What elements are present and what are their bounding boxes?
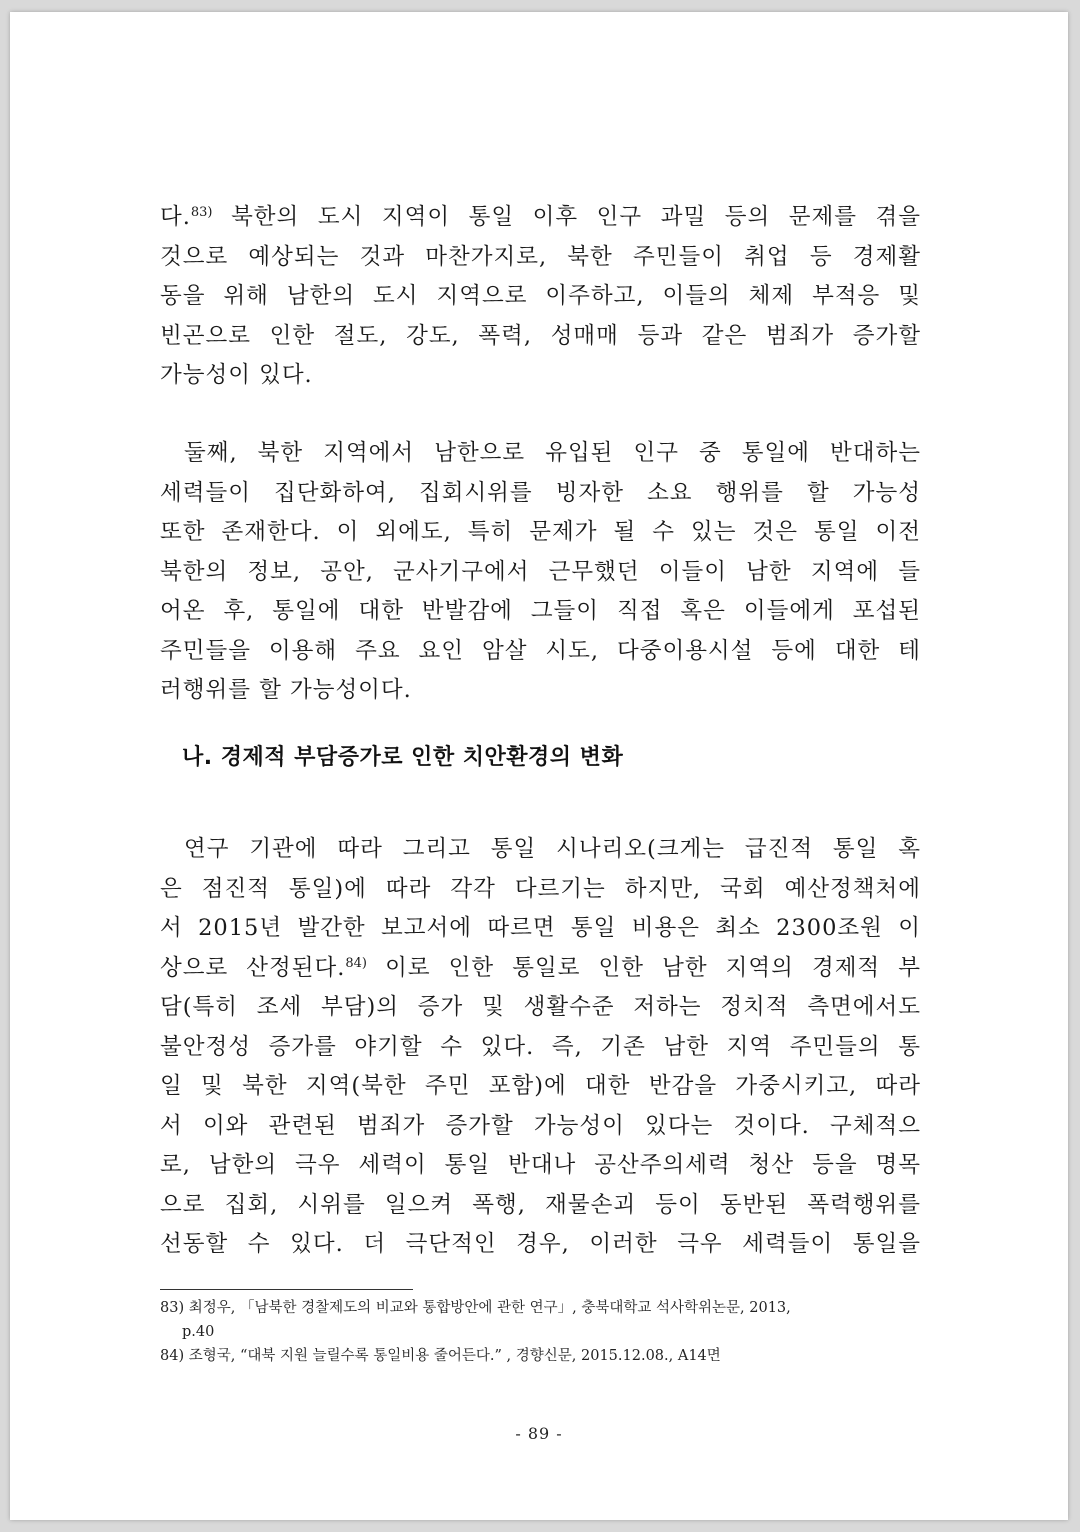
paragraph-line: 서 2015년 발간한 보고서에 따르면 통일 비용은 최소 2300조원 이 bbox=[160, 915, 921, 941]
paragraph-line: 둘째, 북한 지역에서 남한으로 유입된 인구 중 통일에 반대하는 bbox=[184, 440, 921, 466]
paragraph-line: 불안정성 증가를 야기할 수 있다. 즉, 기존 남한 지역 주민들의 통 bbox=[160, 1033, 921, 1060]
paragraph-line: 주민들을 이용해 주요 요인 암살 시도, 다중이용시설 등에 대한 테 bbox=[160, 637, 921, 664]
paragraph-line: 선동할 수 있다. 더 극단적인 경우, 이러한 극우 세력들이 통일을 bbox=[160, 1231, 921, 1257]
paragraph-line: 러행위를 할 가능성이다. bbox=[160, 677, 412, 703]
paragraph-1 bbox=[160, 198, 921, 396]
paragraph-line: 것으로 예상되는 것과 마찬가지로, 북한 주민들이 취업 등 경제활 bbox=[160, 243, 921, 270]
paragraph-2 bbox=[160, 434, 921, 711]
footnote-ref-84[interactable]: 84) bbox=[345, 955, 368, 971]
paragraph-line: 로, 남한의 극우 세력이 통일 반대나 공산주의세력 청산 등을 명목 bbox=[160, 1152, 921, 1178]
paragraph-line: 일 및 북한 지역(북한 주민 포함)에 대한 반감을 가중시키고, 따라 bbox=[160, 1073, 921, 1099]
footnote-83: 83) 최정우, 「남북한 경찰제도의 비교와 통합방안에 관한 연구」, 충북대학교 석사학위논문, 2013, bbox=[160, 1300, 791, 1316]
paragraph-line: 또한 존재한다. 이 외에도, 특히 문제가 될 수 있는 것은 통일 이전 bbox=[160, 519, 921, 545]
footnote-separator bbox=[160, 1289, 413, 1290]
paragraph-3 bbox=[160, 830, 921, 1265]
footnote-ref-83[interactable]: 83) bbox=[190, 205, 213, 220]
document-page bbox=[10, 12, 1068, 1520]
footnotes bbox=[160, 1296, 921, 1368]
paragraph-line: 가능성이 있다. bbox=[160, 362, 313, 388]
paragraph-line: 북한의 정보, 공안, 군사기구에서 근무했던 이들이 남한 지역에 들 bbox=[160, 558, 921, 585]
paragraph-line: 은 점진적 통일)에 따라 각각 다르기는 하지만, 국회 예산정책처에 bbox=[160, 875, 921, 902]
paragraph-line: 상으로 산정된다.$^{84)}$ 이로 인한 통일로 인한 남한 지역의 경제적 부 bbox=[160, 954, 921, 981]
footnote-83-continuation: p.40 bbox=[182, 1324, 215, 1340]
paragraph-line: 세력들이 집단화하여, 집회시위를 빙자한 소요 행위를 할 가능성 bbox=[160, 479, 921, 506]
paragraph-line: 다.$^{83)}$ 북한의 도시 지역이 통일 이후 인구 과밀 등의 문제를 겪을 bbox=[160, 204, 921, 230]
footnote-84: 84) 조형국, “대북 지원 늘릴수록 통일비용 줄어든다.” , 경향신문, 2015.12.08., A14면 bbox=[160, 1348, 721, 1364]
section-heading: 나. 경제적 부담증가로 인한 치안환경의 변화 bbox=[182, 745, 624, 770]
paragraph-line: 담(특히 조세 부담)의 증가 및 생활수준 저하는 정치적 측면에서도 bbox=[160, 994, 921, 1020]
paragraph-line: 어온 후, 통일에 대한 반발감에 그들이 직접 혹은 이들에게 포섭된 bbox=[160, 598, 921, 624]
page-number: - 89 - bbox=[515, 1424, 563, 1443]
paragraph-line: 동을 위해 남한의 도시 지역으로 이주하고, 이들의 체제 부적응 및 bbox=[160, 283, 921, 309]
paragraph-line: 연구 기관에 따라 그리고 통일 시나리오(크게는 급진적 통일 혹 bbox=[184, 836, 921, 862]
paragraph-line: 으로 집회, 시위를 일으켜 폭행, 재물손괴 등이 동반된 폭력행위를 bbox=[160, 1191, 921, 1218]
paragraph-line: 서 이와 관련된 범죄가 증가할 가능성이 있다는 것이다. 구체적으 bbox=[160, 1112, 921, 1139]
paragraph-line: 빈곤으로 인한 절도, 강도, 폭력, 성매매 등과 같은 범죄가 증가할 bbox=[160, 322, 921, 349]
